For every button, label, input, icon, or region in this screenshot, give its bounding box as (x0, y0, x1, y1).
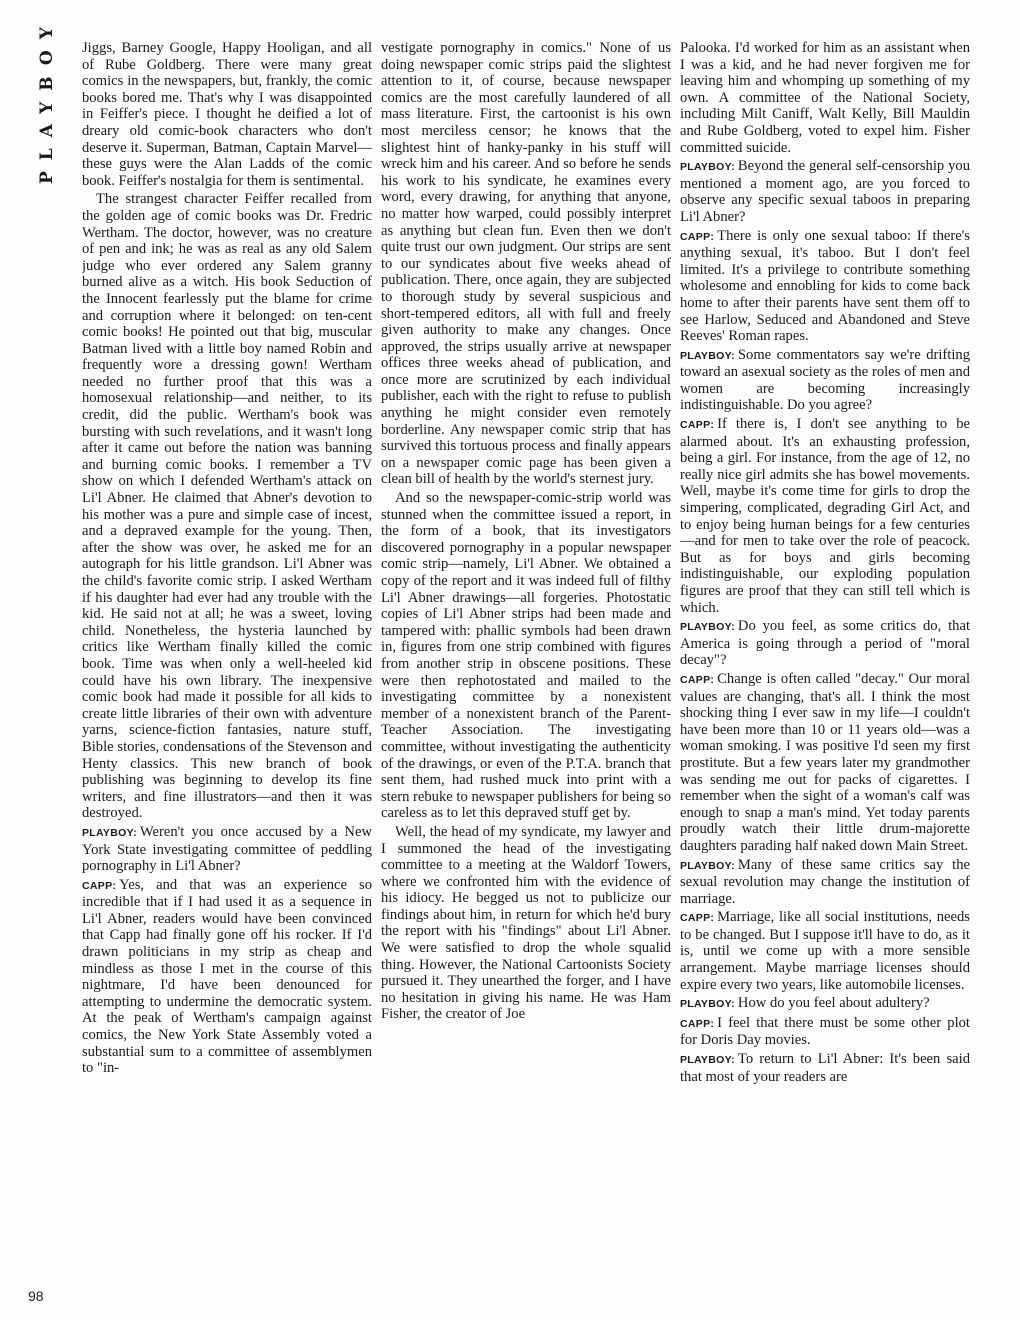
speaker-label: PLAYBOY: (680, 349, 735, 362)
speaker-label: CAPP: (680, 230, 715, 243)
speaker-label: CAPP: (680, 1017, 715, 1030)
speaker-label: PLAYBOY: (680, 621, 735, 634)
paragraph-text: Marriage, like all social institutions, needs to be changed. But I suppose it'll have to do, as it is, until we come up with a more sensible arrangement. Maybe marriage licenses should expire every two years, like automobile licenses. (680, 909, 970, 993)
paragraph-text: Change is often called "decay." Our moral values are changing, that's all. I think the most shocking thing I ever saw in my life—I couldn't have been more than 10 or 11 years old—was a woman smoking. I was positive I'd seen my first prostitute. But a few years later my grandmother was sending me out for packs of cigarettes. I remember when the sight of a woman's calf was enough to snap a man's mind. Yet today parents proudly watch their little drum-majorette daughters parading half naked down Main Street. (680, 670, 970, 854)
article-paragraph (381, 490, 671, 822)
paragraph-text: To return to Li'l Abner: It's been said that most of your readers are (680, 1051, 970, 1085)
interview-question (680, 158, 970, 225)
speaker-label: PLAYBOY: (680, 859, 735, 872)
paragraph-text: Palooka. I'd worked for him as an assistant when I was a kid, and he had never forgiven me for leaving him and whomping up something of my own. A committee of the National Society, including Milt Caniff, Walt Kelly, Bill Mauldin and Rube Goldberg, voted to expel him. Fisher committed suicide. (680, 40, 970, 156)
interview-answer (680, 1015, 970, 1049)
paragraph-text: Do you feel, as some critics do, that America is going through a period of "moral decay"? (680, 618, 970, 669)
article-paragraph (381, 40, 671, 488)
masthead: PLAYBOY (37, 16, 57, 184)
interview-answer (680, 228, 970, 345)
page-number: 98 (28, 1288, 44, 1304)
paragraph-text: Beyond the general self-censorship you mentioned a moment ago, are you forced to observe any specific sexual taboos in preparing Li'l Abner? (680, 158, 970, 225)
speaker-label: PLAYBOY: (680, 161, 735, 174)
paragraph-text: The strangest character Feiffer recalled from the golden age of comic books was Dr. Fredric Wertham. The doctor, however, was no creature of pen and ink; he was as real as any old Salem judge who ever ordered any Salem granny burned alive as a witch. His book Seduction of the Innocent fearlessly put the blame for crime and corruption where it belonged: on ten-cent comic books! He pointed out that big, muscular Batman lived with a little boy named Robin and frequently wore a dressing gown! Wertham needed no further proof that this was a homosexual relationship—and neither, to its credit, did the public. Wertham's book was bursting with such revelations, and it wasn't long after it came out before the nation was banning and burning comic books. I remember a TV show on which I defended Wertham's attack on Li'l Abner. He claimed that Abner's devotion to his mother was a pure and simple case of incest, and a depraved example for the young. Then, after the show was over, he asked me for an autograph for his little grandson. Li'l Abner was the child's favorite comic strip. I asked Wertham if his daughter had ever had any trouble with the kid. He said not at all; he was a sweet, loving child. Nonetheless, the hysteria launched by critics like Wertham finally killed the comic book. Time was when only a well-heeled kid could have his own library. The inexpensive comic book had made it possible for all kids to create little libraries of their own with adventure yarns, science-fiction fantasies, nature stuff, Bible stories, condensations of the Stevenson and Henty classics. This new branch of book publishing was beginning to develop its fine writers, and fine illustrators—and then it was destroyed. (82, 191, 372, 822)
paragraph-text: vestigate pornography in comics." None of us doing newspaper comic strips paid the slightest attention to it, of course, because newspaper comics are the most carefully laundered of all mass literature. First, the cartoonist is his own most merciless censor; he knows that the slightest hint of hanky-panky in his stuff will wreck him and his career. And so before he sends his work to his syndicate, he examines every word, every drawing, for anything that anyone, no matter how warped, could possibly interpret as anything but clean fun. Even then we don't quite trust our own judgment. Our strips are sent to our syndicates about five weeks ahead of publication. There, once again, they are subjected to thorough study by several suspicious and short-tempered editors, all with full and freely given authority to make any changes. Once approved, the strips usually arrive at newspaper offices three weeks ahead of publication, and once more are scrutinized by each individual publisher, each with the right to refuse to publish anything he might consider even remotely borderline. Any newspaper comic strip that has survived this tortuous process and finally appears on a newspaper comic page has been given a clean bill of health by the world's sternest jury. (381, 40, 671, 488)
interview-question (680, 347, 970, 414)
interview-answer (82, 877, 372, 1077)
speaker-label: PLAYBOY: (680, 998, 735, 1011)
text-column-2 (381, 40, 671, 1290)
article-paragraph (680, 40, 970, 156)
paragraph-text: If there is, I don't see anything to be alarmed about. It's an exhausting profession, being a girl. For instance, from the age of 12, no really nice girl admits she has bowel movements. Well, maybe it's come time for girls to drop the simpering, complicated, degrading Girl Act, and to enjoy being human beings for a few centuries—and for men to take over the role of peacock. But as for boys and girls becoming indistinguishable, our exploding population figures are proof that they can still tell which is which. (680, 416, 970, 616)
interview-question (680, 1051, 970, 1085)
speaker-label: CAPP: (82, 879, 117, 892)
speaker-label: CAPP: (680, 912, 715, 925)
paragraph-text: There is only one sexual taboo: If there's anything sexual, it's taboo. But I don't feel limited. It's a privilege to contribute something wholesome and ennobling for kids to come back home to after their parents have sent them off to see Harlow, Seduced and Abandoned and Steve Reeves' Roman rapes. (680, 227, 970, 345)
interview-answer (680, 671, 970, 855)
article-paragraph (381, 824, 671, 1023)
text-column-3 (680, 40, 970, 1290)
paragraph-text: Weren't you once accused by a New York State investigating committee of peddling pornography in Li'l Abner? (82, 823, 372, 875)
interview-answer (680, 909, 970, 993)
speaker-label: PLAYBOY: (680, 1054, 735, 1067)
paragraph-text: How do you feel about adultery? (737, 995, 930, 1012)
paragraph-text: Well, the head of my syndicate, my lawyer and I summoned the head of the investigating committee to a meeting at the Waldorf Towers, where we confronted him with the evidence of his idiocy. He begged us not to publicize our findings about him, in return for which he'd bury the report with his "findings" about Li'l Abner. We were satisfied to drop the whole squalid thing. However, the National Cartoonists Society pursued it. They unearthed the forger, and I have no hesitation in giving his name. He was Ham Fisher, the creator of Joe (381, 823, 671, 1023)
interview-question (680, 995, 970, 1013)
paragraph-text: Many of these same critics say the sexual revolution may change the institution of marriage. (680, 856, 970, 907)
article-paragraph (82, 191, 372, 822)
speaker-label: CAPP: (680, 419, 715, 432)
paragraph-text: I feel that there must be some other plot for Doris Day movies. (680, 1014, 970, 1049)
article-paragraph (82, 40, 372, 189)
paragraph-text: Jiggs, Barney Google, Happy Hooligan, and all of Rube Goldberg. There were many great comics in the newspapers, but, frankly, the comic books bored me. That's why I was disappointed in Feiffer's piece. I thought he deified a lot of dreary old comic-book characters who don't deserve it. Superman, Batman, Captain Marvel—these guys were the Alan Ladds of the comic book. Feiffer's nostalgia for them is sentimental. (82, 40, 372, 189)
speaker-label: CAPP: (680, 673, 715, 686)
interview-answer (680, 416, 970, 616)
speaker-label: PLAYBOY: (82, 826, 137, 839)
paragraph-text: And so the newspaper-comic-strip world was stunned when the committee issued a report, in the form of a book, that its investigators discovered pornography in a popular newspaper comic strip—namely, Li'l Abner. We obtained a copy of the report and it was indeed full of filthy Li'l Abner drawings—all forgeries. Photostatic copies of Li'l Abner strips had been made and tampered with: phallic symbols had been drawn in, figures from one strip combined with figures from another strip in obscene positions. These were then rephotostated and mailed to the investigating committee by a nonexistent member of a nonexistent branch of the Parent-Teacher Association. The investigating committee, without investigating the authenticity of the drawings, or even of the P.T.A. branch that sent them, had rushed muck into print with a stern rebuke to newspaper publishers for being so careless as to let this depraved stuff get by. (381, 490, 671, 822)
paragraph-text: Yes, and that was an experience so incredible that if I had used it as a sequence in Li'l Abner, readers would have been convinced that Capp had finally gone off his rocker. If I'd drawn politicians in my strip as cheap and mindless as those I met in the course of this nightmare, I'd have been denounced for attempting to undermine the democratic system. At the peak of Wertham's campaign against comics, the New York State Assembly voted a substantial sum to a committee of assemblymen to "in- (82, 876, 372, 1077)
interview-question (680, 618, 970, 669)
interview-question (82, 824, 372, 875)
paragraph-text: Some commentators say we're drifting toward an asexual society as the roles of men and women are becoming increasingly indistinguishable. Do you agree? (680, 346, 970, 414)
text-column-1 (82, 40, 372, 1290)
interview-question (680, 857, 970, 908)
